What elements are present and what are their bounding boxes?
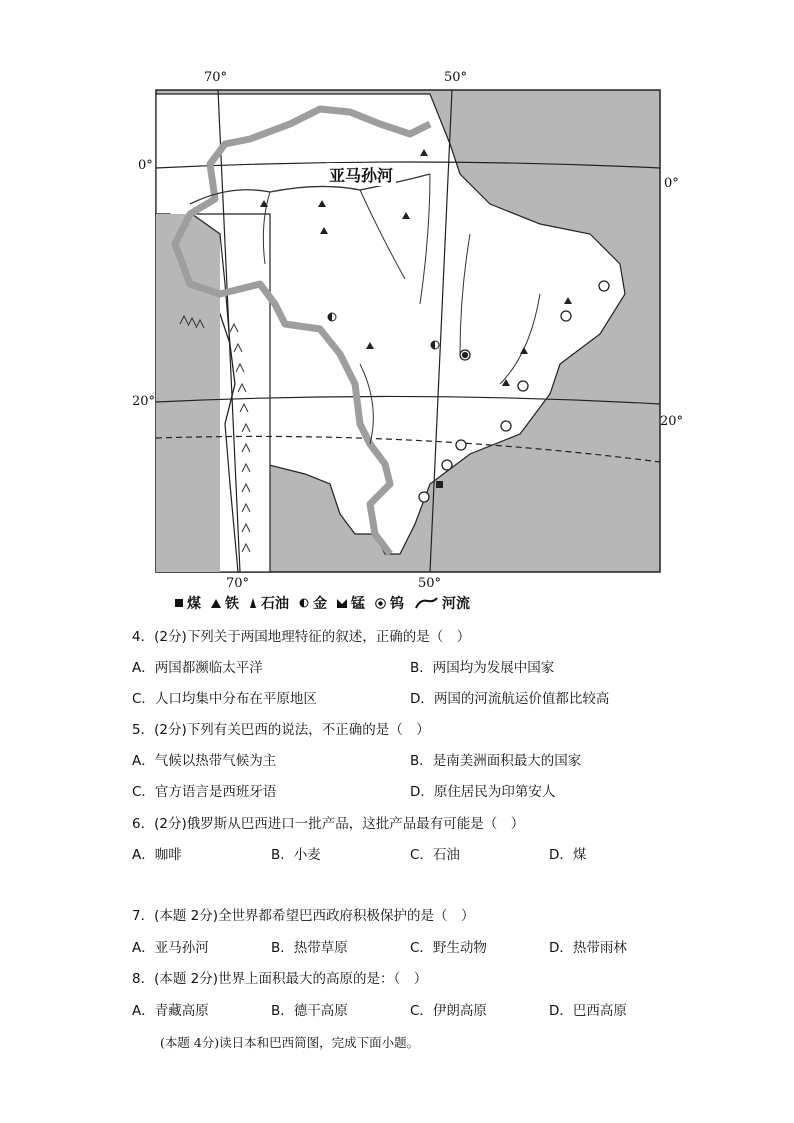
lon-label-top-70: 70°: [204, 70, 228, 85]
question-7-option-b: B．热带草原: [271, 940, 348, 956]
iron-triangle-icon: [211, 599, 221, 608]
question-6-option-c: C．石油: [410, 847, 460, 863]
brazil-map: [130, 64, 684, 614]
question-5-option-a: A．气候以热带气候为主: [132, 753, 277, 769]
map-legend: [175, 593, 470, 613]
question-4-option-a: A．两国都濒临太平洋: [132, 660, 263, 676]
lon-label-bottom-70: 70°: [226, 576, 250, 591]
legend-label: 锰: [351, 596, 365, 612]
coal-icon: [436, 481, 443, 488]
question-7-option-c: C．野生动物: [410, 940, 487, 956]
question-4-option-c: C．人口均集中分布在平原地区: [132, 691, 317, 707]
river-line-icon: [414, 597, 438, 609]
question-6-option-d: D．煤: [549, 847, 587, 863]
next-section-instruction: (本题 4分)读日本和巴西简图，完成下面小题。: [160, 1035, 420, 1050]
legend-label: 石油: [261, 596, 289, 612]
legend-label: 钨: [390, 596, 404, 612]
question-4-option-d: D．两国的河流航运价值都比较高: [410, 691, 610, 707]
question-7-stem: 7．(本题 2分)全世界都希望巴西政府积极保护的是（ ）: [132, 908, 475, 924]
legend-label: 河流: [442, 596, 470, 612]
question-5-option-c: C．官方语言是西班牙语: [132, 784, 277, 800]
legend-label: 煤: [187, 596, 201, 612]
question-4-stem: 4．(2分)下列关于两国地理特征的叙述，正确的是（ ）: [132, 629, 471, 645]
question-6-stem: 6．(2分)俄罗斯从巴西进口一批产品，这批产品最有可能是（ ）: [132, 816, 525, 832]
legend-coal: [175, 593, 201, 613]
lat-label-left-20: 20°: [132, 394, 156, 409]
legend-iron: [211, 593, 239, 613]
lat-label-right-20: 20°: [660, 414, 684, 429]
pacific-sea: [156, 214, 220, 572]
lon-label-top-50: 50°: [444, 70, 468, 85]
question-5-option-b: B．是南美洲面积最大的国家: [410, 753, 582, 769]
legend-gold: [299, 593, 327, 613]
question-8-option-a: A．青藏高原: [132, 1003, 209, 1019]
question-5-option-d: D．原住居民为印第安人: [410, 784, 556, 800]
question-6-option-b: B．小麦: [271, 847, 321, 863]
tungsten-double-circle-icon: [375, 598, 386, 609]
question-6-option-a: A．咖啡: [132, 847, 182, 863]
question-7-option-a: A．亚马孙河: [132, 940, 209, 956]
oil-triangle-icon: [249, 598, 257, 608]
legend-tungsten: [375, 593, 404, 613]
lat-label-right-0: 0°: [664, 176, 679, 191]
map-title-amazon: 亚马孙河: [326, 163, 396, 186]
question-8-option-d: D．巴西高原: [549, 1003, 627, 1019]
question-8-option-c: C．伊朗高原: [410, 1003, 487, 1019]
legend-manganese: [337, 593, 365, 613]
question-4-option-b: B．两国均为发展中国家: [410, 660, 555, 676]
lat-label-left-0: 0°: [138, 158, 153, 173]
legend-label: 铁: [225, 596, 239, 612]
map-svg: [130, 64, 680, 614]
question-7-option-d: D．热带雨林: [549, 940, 627, 956]
question-5-stem: 5．(2分)下列有关巴西的说法，不正确的是（ ）: [132, 722, 430, 738]
manganese-icon: [337, 599, 347, 608]
question-8-option-b: B．德干高原: [271, 1003, 348, 1019]
lon-label-bottom-50: 50°: [418, 576, 442, 591]
gold-half-circle-icon: [299, 598, 309, 608]
legend-label: 金: [313, 596, 327, 612]
legend-river: [414, 593, 470, 613]
coal-square-icon: [175, 599, 183, 607]
legend-oil: [249, 593, 289, 613]
question-8-stem: 8．(本题 2分)世界上面积最大的高原的是：（ ）: [132, 971, 428, 987]
